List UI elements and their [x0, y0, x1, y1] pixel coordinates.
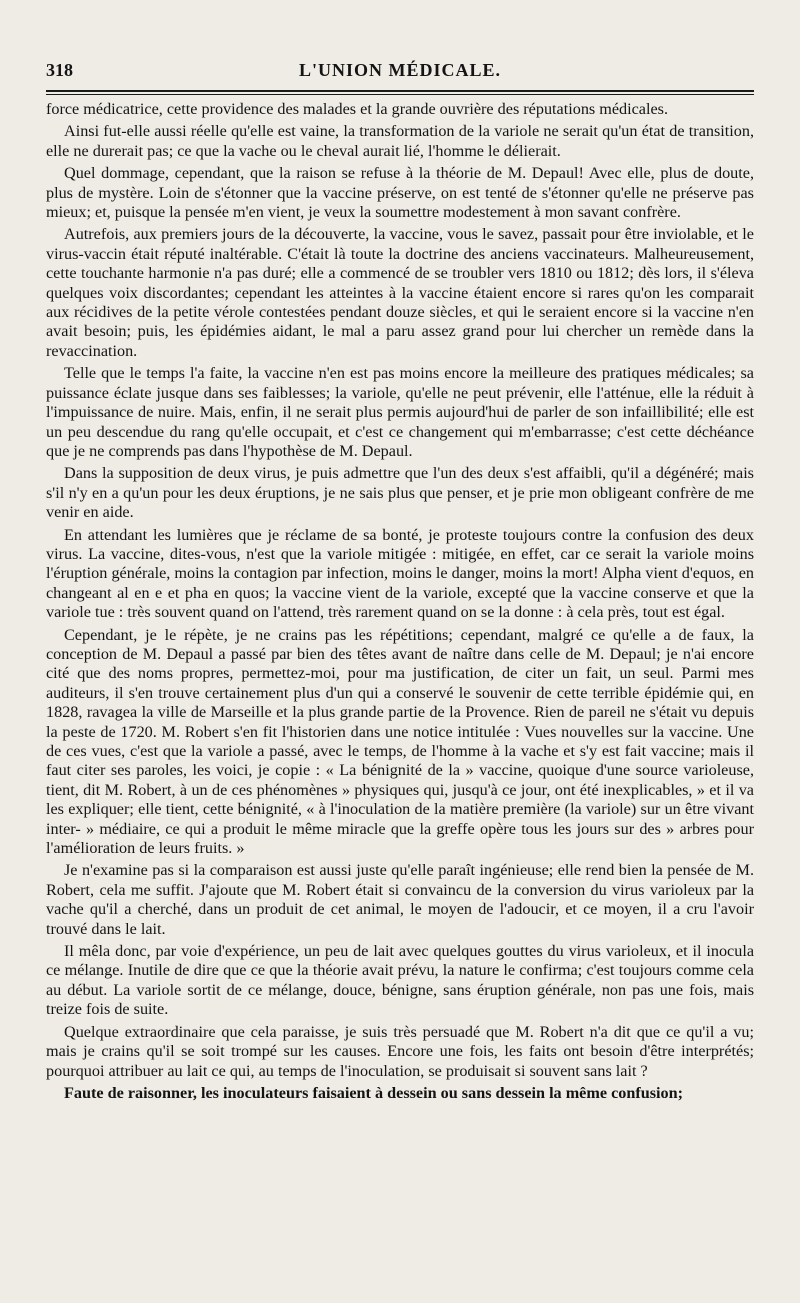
- paragraph: Faute de raisonner, les inoculateurs faisaient à dessein ou sans dessein la même confusion;: [64, 1083, 684, 1102]
- paragraph: Autrefois, aux premiers jours de la découverte, la vaccine, vous le savez, passait pour être inviolable, et le virus-vaccin était réputé inaltérable. C'était là toute la doctrine des anciens vaccinateurs. Malheureusement, cette touchante harmonie n'a pas duré; elle a commencé de se troubler vers 1810 ou 1812; dès lors, il s'éleva quelques voix discordantes; cependant les atteintes à la vaccine étaient encore si rares qu'on les comparait aux récidives de la petite vérole contestées pendant douze siècles, et qui le seraient encore si la vaccine n'en avait besoin; puis, les épidémies aidant, le mal a paru assez grand pour lui chercher un remède dans la revaccination.: [46, 225, 754, 360]
- paragraph: force médicatrice, cette providence des malades et la grande ouvrière des réputations médicales.: [46, 100, 669, 118]
- paragraph: Quel dommage, cependant, que la raison se refuse à la théorie de M. Depaul! Avec elle, plus de doute, plus de mystère. Loin de s'étonner que la vaccine préserve, on est tenté de s'étonner qu'elle ne préserve pas mieux; et, puisque la pensée m'en vient, je veux la soumettre modestement à mon savant confrère.: [46, 164, 754, 222]
- header-rule-thin: [46, 94, 754, 95]
- paragraph: Cependant, je le répète, je ne crains pas les répétitions; cependant, malgré ce qu'elle a de faux, la conception de M. Depaul a passé par bien des têtes avant de naître dans celle de M. Depaul; je n'ai encore cité que des noms propres, permettez-moi, pour ma justification, de citer un fait, un seul. Parmi mes auditeurs, il s'en trouve certainement plus d'un qui a conservé le souvenir de cette terrible épidémie qui, en 1828, ravagea la ville de Marseille et la plus grande partie de la Provence. Rien de pareil ne s'était vu depuis la peste de 1720. M. Robert s'en fit l'historien dans une notice intitulée : Vues nouvelles sur la vaccine. Une de ces vues, c'est que la variole a passé, avec le temps, de l'homme à la vache et s'y est fait vaccine; mais il faut citer ses paroles, les voici, je copie : « La bénignité de la » vaccine, quoique d'une source varioleuse, tient, dit M. Robert, à un de ces phénomènes » physiques qui, jusqu'à ce jour, ont été inexplicables, » et il va les expliquer; elle tient, cette bénignité, « à l'inoculation de la matière première (la variole) sur un être vivant inter- » médiaire, ce qui a produit le même miracle que la greffe opère tous les jours sur des » arbres pour l'amélioration de leurs fruits. »: [46, 625, 754, 858]
- paragraph: Il mêla donc, par voie d'expérience, un peu de lait avec quelques gouttes du virus varioleux, et il inocula ce mélange. Inutile de dire que ce que la théorie avait prévu, la nature le confirma; c'est toujours comme cela au début. La variole sortit de ce mélange, douce, bénigne, sans éruption générale, non pas une fois, mais treize fois de suite.: [46, 942, 754, 1019]
- paragraph: Telle que le temps l'a faite, la vaccine n'en est pas moins encore la meilleure des pratiques médicales; sa puissance éclate jusque dans ses faiblesses; la variole, qu'elle ne peut prévenir, elle l'atténue, elle la réduit à l'impuissance de nuire. Mais, enfin, il ne serait plus permis aujourd'hui de parler de son infaillibilité; elle est un peu descendue du rang qu'elle occupait, et c'est ce changement qui m'embarrasse; c'est cette déchéance que je ne comprends pas dans l'hypothèse de M. Depaul.: [46, 364, 754, 460]
- paragraph: Quelque extraordinaire que cela paraisse, je suis très persuadé que M. Robert n'a dit que ce qu'il a vu; mais je crains qu'il se soit trompé sur les causes. Encore une fois, les faits ont besoin d'être interprétés; pourquoi attribuer au lait ce qui, au temps de l'inoculation, se produisait si souvent sans lait ?: [46, 1022, 754, 1080]
- paragraph: Je n'examine pas si la comparaison est aussi juste qu'elle paraît ingénieuse; elle rend bien la pensée de M. Robert, cela me suffit. J'ajoute que M. Robert était si convaincu de la conversion du virus varioleux par la vache qu'il a cherché, dans un produit de cet animal, le moyen de l'adoucir, et ce moyen, il a cru l'avoir trouvé dans le lait.: [46, 861, 754, 938]
- paragraph: Dans la supposition de deux virus, je puis admettre que l'un des deux s'est affaibli, qu'il a dégénéré; mais s'il n'y en a qu'un pour les deux éruptions, je ne sais plus que penser, et je prie mon obligeant confrère de me venir en aide.: [46, 464, 754, 522]
- header-rule: [46, 90, 754, 92]
- paragraph: Ainsi fut-elle aussi réelle qu'elle est vaine, la transformation de la variole ne serait qu'un état de transition, elle ne durerait pas; ce que la vache ou le cheval aurait lié, l'homme le délierait.: [46, 122, 754, 160]
- page-number: 318: [46, 60, 73, 80]
- running-title: L'UNION MÉDICALE.: [298, 60, 502, 80]
- article-body: [46, 100, 754, 1106]
- page-header: [46, 52, 754, 88]
- paragraph: En attendant les lumières que je réclame de sa bonté, je proteste toujours contre la confusion des deux virus. La vaccine, dites-vous, n'est que la variole mitigée : mitigée, en effet, car ce serait la variole moins l'éruption générale, moins la contagion par infection, moins le danger, moins la mort! Alpha vient d'equos, en changeant al en e et pha en quos; la vaccine vient de la variole, excepté que la vaccine conserve et que la variole tue : très souvent quand on l'attend, très rarement quand on se la donne : à cela près, tout est égal.: [46, 525, 754, 622]
